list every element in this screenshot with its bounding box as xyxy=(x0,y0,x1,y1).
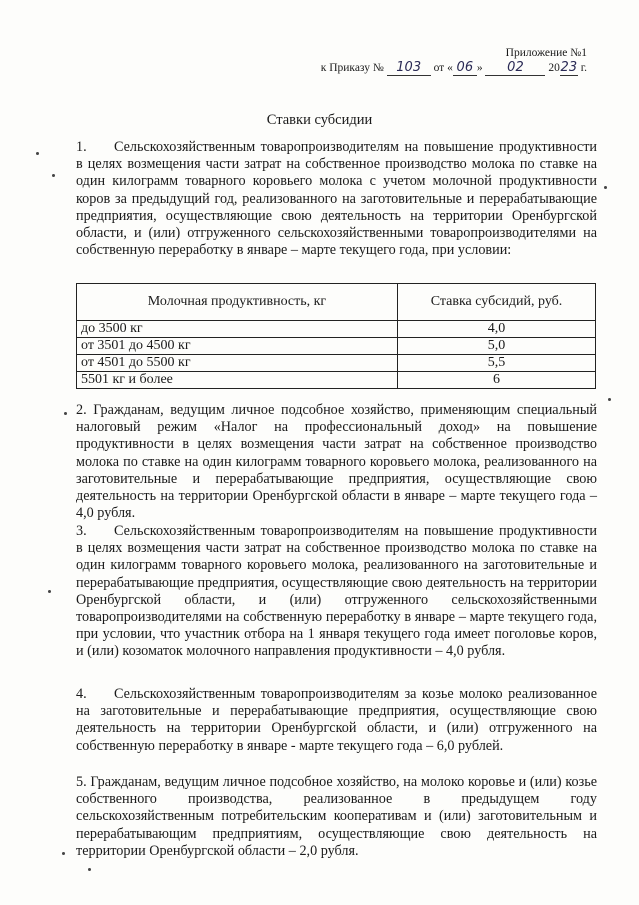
table-cell-productivity: до 3500 кг xyxy=(77,321,398,338)
table-row xyxy=(77,321,596,338)
scan-dot xyxy=(604,186,607,189)
scan-dot xyxy=(608,398,611,401)
scan-dot xyxy=(62,852,65,855)
paragraph-2-text: 2. Гражданам, ведущим личное подсобное хозяйство, применяющим специальный налоговый режим «Налог на профессиональный доход» на повышение продуктивности в целях возмещения части затрат на собственное производство молока по ставке на один килограмм товарного коровьего молока, реализованного на заготовительные и перерабатывающие предприятия, осуществляющие свою деятельность на территории Оренбургской области в январе – марте текущего года – 4,0 рубля. xyxy=(76,402,597,522)
subsidy-rates-table xyxy=(76,283,596,389)
order-prefix: к Приказу № xyxy=(320,62,384,74)
order-year-suffix: 23 xyxy=(560,60,578,75)
order-from: от « xyxy=(433,62,453,74)
order-year-end: г. xyxy=(580,62,587,74)
paragraph-4-number: 4. xyxy=(76,686,87,702)
paragraph-2 xyxy=(76,402,597,522)
table-cell-rate: 5,0 xyxy=(398,338,596,355)
scan-dot xyxy=(36,152,39,155)
table-row xyxy=(77,372,596,389)
paragraph-3 xyxy=(76,523,597,661)
order-month: 02 xyxy=(485,61,545,76)
order-line xyxy=(321,61,587,76)
paragraph-1-number: 1. xyxy=(76,139,87,155)
table-cell-productivity: 5501 кг и более xyxy=(77,372,398,389)
paragraph-5-text: 5. Гражданам, ведущим личное подсобное хозяйство, на молоко коровье и (или) козье собственного производства, реализованное в предыдущем году сельскохозяйственным потребительским кооперативам и (или) заготовительным и перерабатывающим предприятиям, осуществляющие свою деятельность на территории Оренбургской области – 2,0 рубля. xyxy=(76,774,597,859)
table-cell-rate: 5,5 xyxy=(398,355,596,372)
page-title: Ставки субсидии xyxy=(266,112,373,128)
paragraph-4 xyxy=(76,686,597,755)
scan-dot xyxy=(64,412,67,415)
paragraph-1-text: Сельскохозяйственным товаропроизводителям на повышение продуктивности в целях возмещения части затрат на собственное производство молока по ставке на один килограмм товарного коровьего молока с учетом молочной продуктивности коров за предыдущий год, реализованного на заготовительные и перерабатывающие предприятия, осуществляющие свою деятельность на территории Оренбургской области, и (или) отгруженного сельскохозяйственными товаропроизводителями на собственную переработку в январе – марте текущего года, при условии: xyxy=(76,139,597,259)
order-day-close: » xyxy=(476,62,483,74)
scan-dot xyxy=(88,868,91,871)
order-day: 06 xyxy=(453,61,477,76)
paragraph-5 xyxy=(76,774,597,860)
order-year-prefix: 20 xyxy=(548,62,560,74)
paragraph-3-number: 3. xyxy=(76,523,87,539)
table-cell-productivity: от 4501 до 5500 кг xyxy=(77,355,398,372)
table-header-row xyxy=(77,284,596,321)
order-number: 103 xyxy=(387,61,431,76)
paragraph-3-text: Сельскохозяйственным товаропроизводителям на повышение продуктивности в целях возмещения части затрат на собственное производство молока по ставке на один килограмм товарного коровьего молока, реализованного на заготовительные и перерабатывающие предприятия, осуществляющие свою деятельность на территории Оренбургской области, и (или) отгруженного сельскохозяйственными товаропроизводителями на собственную переработку в январе – марте текущего года, при условии, что участник отбора на 1 января текущего года имеет поголовье коров, и (или) козоматок молочного направления продуктивности – 4,0 рубля. xyxy=(76,523,597,660)
paragraph-1 xyxy=(76,139,597,259)
column-header-productivity: Молочная продуктивность, кг xyxy=(77,284,398,321)
paragraph-4-text: Сельскохозяйственным товаропроизводителям за козье молоко реализованное на заготовительные и перерабатывающие предприятия, осуществляющие свою деятельность на территории Оренбургской области, и (или) отгруженного на собственную переработку в январе - марте текущего года – 6,0 рублей. xyxy=(76,686,597,754)
appendix-header xyxy=(321,46,587,76)
appendix-title: Приложение №1 xyxy=(505,47,587,59)
table-cell-productivity: от 3501 до 4500 кг xyxy=(77,338,398,355)
table-cell-rate: 4,0 xyxy=(398,321,596,338)
table-cell-rate: 6 xyxy=(398,372,596,389)
column-header-rate: Ставка субсидий, руб. xyxy=(398,284,596,321)
scan-dot xyxy=(48,590,51,593)
scan-dot xyxy=(52,174,55,177)
table-row xyxy=(77,355,596,372)
table-row xyxy=(77,338,596,355)
